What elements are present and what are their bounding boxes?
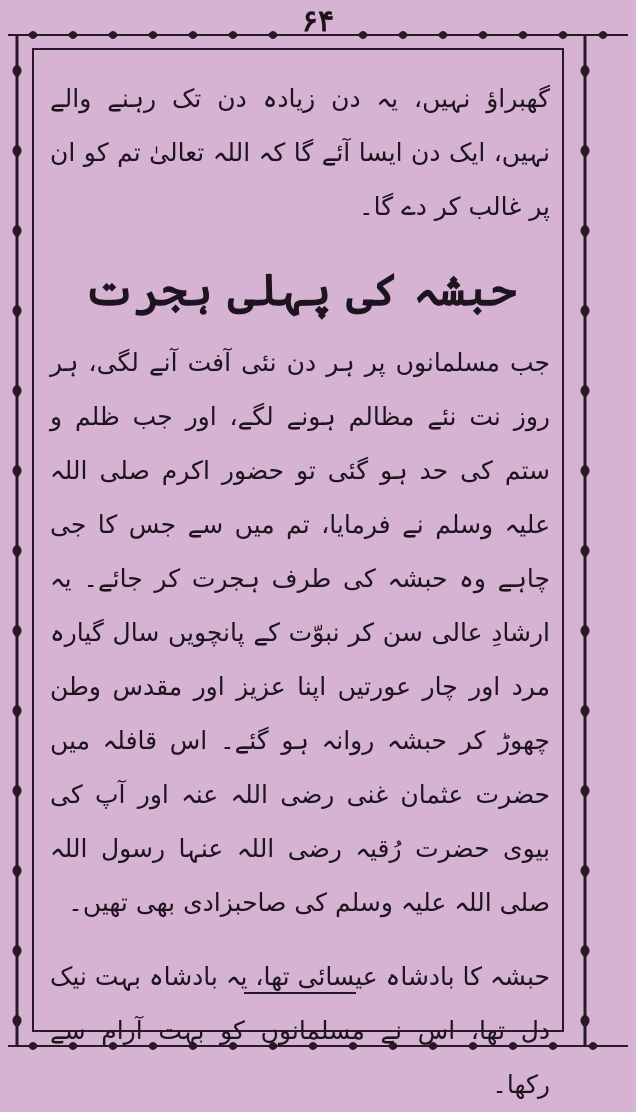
section-heading: حبشہ کی پہلی ہجرت [83,265,517,316]
intro-paragraph: گھبراؤ نہیں، یہ دن زیادہ دن تک رہنے والے نہیں، ایک دن ایسا آئے گا کہ اللہ تعالیٰ تم کو ان پر غالب کر دے گا۔ [50,84,550,221]
body-paragraph-2: حبشہ کا بادشاہ عیسائی تھا، یہ بادشاہ بہت نیک دل تھا، اس نے مسلمانوں کو بہت آرام سے رکھا۔ [50,962,550,1099]
page-number: ۶۴ [301,4,335,39]
decorative-border-left [6,34,28,1046]
decorative-border-right [574,34,596,1046]
body-paragraph-1: جب مسلمانوں پر ہر دن نئی آفت آنے لگی، ہر روز نت نئے مظالم ہونے لگے، اور جب ظلم و ستم کی حد ہو گئی تو حضور اکرم صلی اللہ علیہ وسلم نے فرمایا، تم میں سے جس کا جی چاہے وہ حبشہ کی طرف ہجرت کر جائے۔ یہ ارشادِ عالی سن کر نبوّت کے پانچویں سال گیارہ مرد اور چار عورتیں اپنا عزیز اور مقدس وطن چھوڑ کر حبشہ روانہ ہو گئے۔ اس قافلہ میں حضرت عثمان غنی رضی اللہ عنہ اور آپ کی بیوی حضرت رُقیہ رضی اللہ عنہا رسول اللہ صلی اللہ علیہ وسلم کی صاحبزادی بھی تھیں۔ [50,348,550,917]
end-rule-divider [244,992,356,994]
page-content [50,72,550,1112]
decorative-border-top [8,26,628,44]
